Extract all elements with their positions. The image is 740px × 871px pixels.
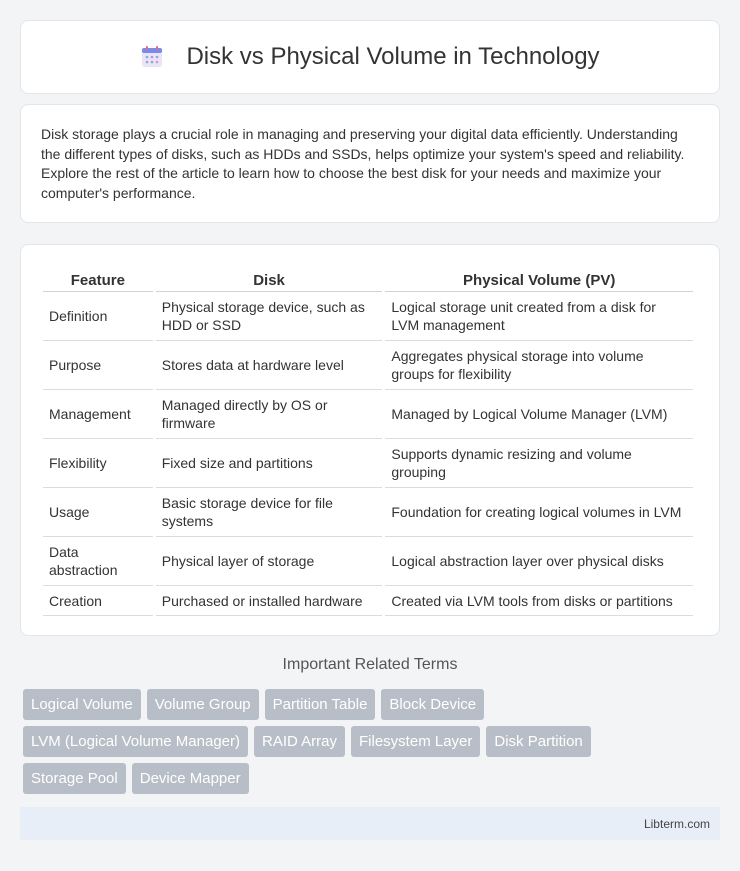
column-header-physical-volume: Physical Volume (PV) (385, 265, 693, 292)
tag-partition-table[interactable]: Partition Table (265, 689, 376, 720)
table-row (43, 341, 693, 390)
calendar-icon (140, 45, 164, 69)
related-terms-title: Important Related Terms (282, 656, 458, 673)
table-cell: Supports dynamic resizing and volume grouping (385, 439, 693, 488)
table-cell: Basic storage device for file systems (156, 488, 383, 537)
tag-row (23, 726, 723, 757)
table-cell: Definition (43, 292, 153, 341)
page-title: Disk vs Physical Volume in Technology (186, 43, 600, 70)
footer (20, 807, 720, 840)
table-row (43, 586, 693, 616)
table-cell: Managed by Logical Volume Manager (LVM) (385, 390, 693, 439)
tag-lvm[interactable]: LVM (Logical Volume Manager) (23, 726, 248, 757)
table-cell: Logical storage unit created from a disk for LVM management (385, 292, 693, 341)
table-cell: Managed directly by OS or firmware (156, 390, 383, 439)
tag-raid-array[interactable]: RAID Array (254, 726, 345, 757)
table-cell: Data abstraction (43, 537, 153, 586)
tag-device-mapper[interactable]: Device Mapper (132, 763, 249, 794)
comparison-table-card (20, 244, 720, 636)
tag-disk-partition[interactable]: Disk Partition (486, 726, 590, 757)
table-row (43, 390, 693, 439)
table-cell: Fixed size and partitions (156, 439, 383, 488)
related-terms-tags (23, 689, 723, 800)
table-cell: Physical layer of storage (156, 537, 383, 586)
table-cell: Usage (43, 488, 153, 537)
table-cell: Aggregates physical storage into volume groups for flexibility (385, 341, 693, 390)
table-cell: Foundation for creating logical volumes in LVM (385, 488, 693, 537)
table-header-row (43, 265, 693, 292)
column-header-feature: Feature (43, 265, 153, 292)
table-row (43, 292, 693, 341)
table-cell: Stores data at hardware level (156, 341, 383, 390)
tag-volume-group[interactable]: Volume Group (147, 689, 259, 720)
tag-row (23, 689, 723, 720)
table-cell: Created via LVM tools from disks or partitions (385, 586, 693, 616)
table-cell: Creation (43, 586, 153, 616)
comparison-table (40, 265, 696, 616)
table-cell: Physical storage device, such as HDD or SSD (156, 292, 383, 341)
tag-filesystem-layer[interactable]: Filesystem Layer (351, 726, 480, 757)
intro-card (20, 104, 720, 223)
tag-logical-volume[interactable]: Logical Volume (23, 689, 141, 720)
tag-storage-pool[interactable]: Storage Pool (23, 763, 126, 794)
tag-block-device[interactable]: Block Device (381, 689, 484, 720)
column-header-disk: Disk (156, 265, 383, 292)
intro-text: Disk storage plays a crucial role in managing and preserving your digital data efficiently. Understanding the different types of disks, such as HDDs and SSDs, helps optimize your system's speed and reliability. Explore the rest of the article to learn how to choose the best disk for your needs and maximize your computer's performance. (41, 126, 685, 201)
table-row (43, 488, 693, 537)
table-row (43, 439, 693, 488)
table-cell: Management (43, 390, 153, 439)
table-row (43, 537, 693, 586)
tag-row (23, 763, 723, 794)
header-card (20, 20, 720, 94)
table-cell: Flexibility (43, 439, 153, 488)
table-cell: Purchased or installed hardware (156, 586, 383, 616)
table-cell: Purpose (43, 341, 153, 390)
table-cell: Logical abstraction layer over physical disks (385, 537, 693, 586)
header (140, 43, 599, 71)
footer-site-link[interactable]: Libterm.com (643, 817, 710, 831)
